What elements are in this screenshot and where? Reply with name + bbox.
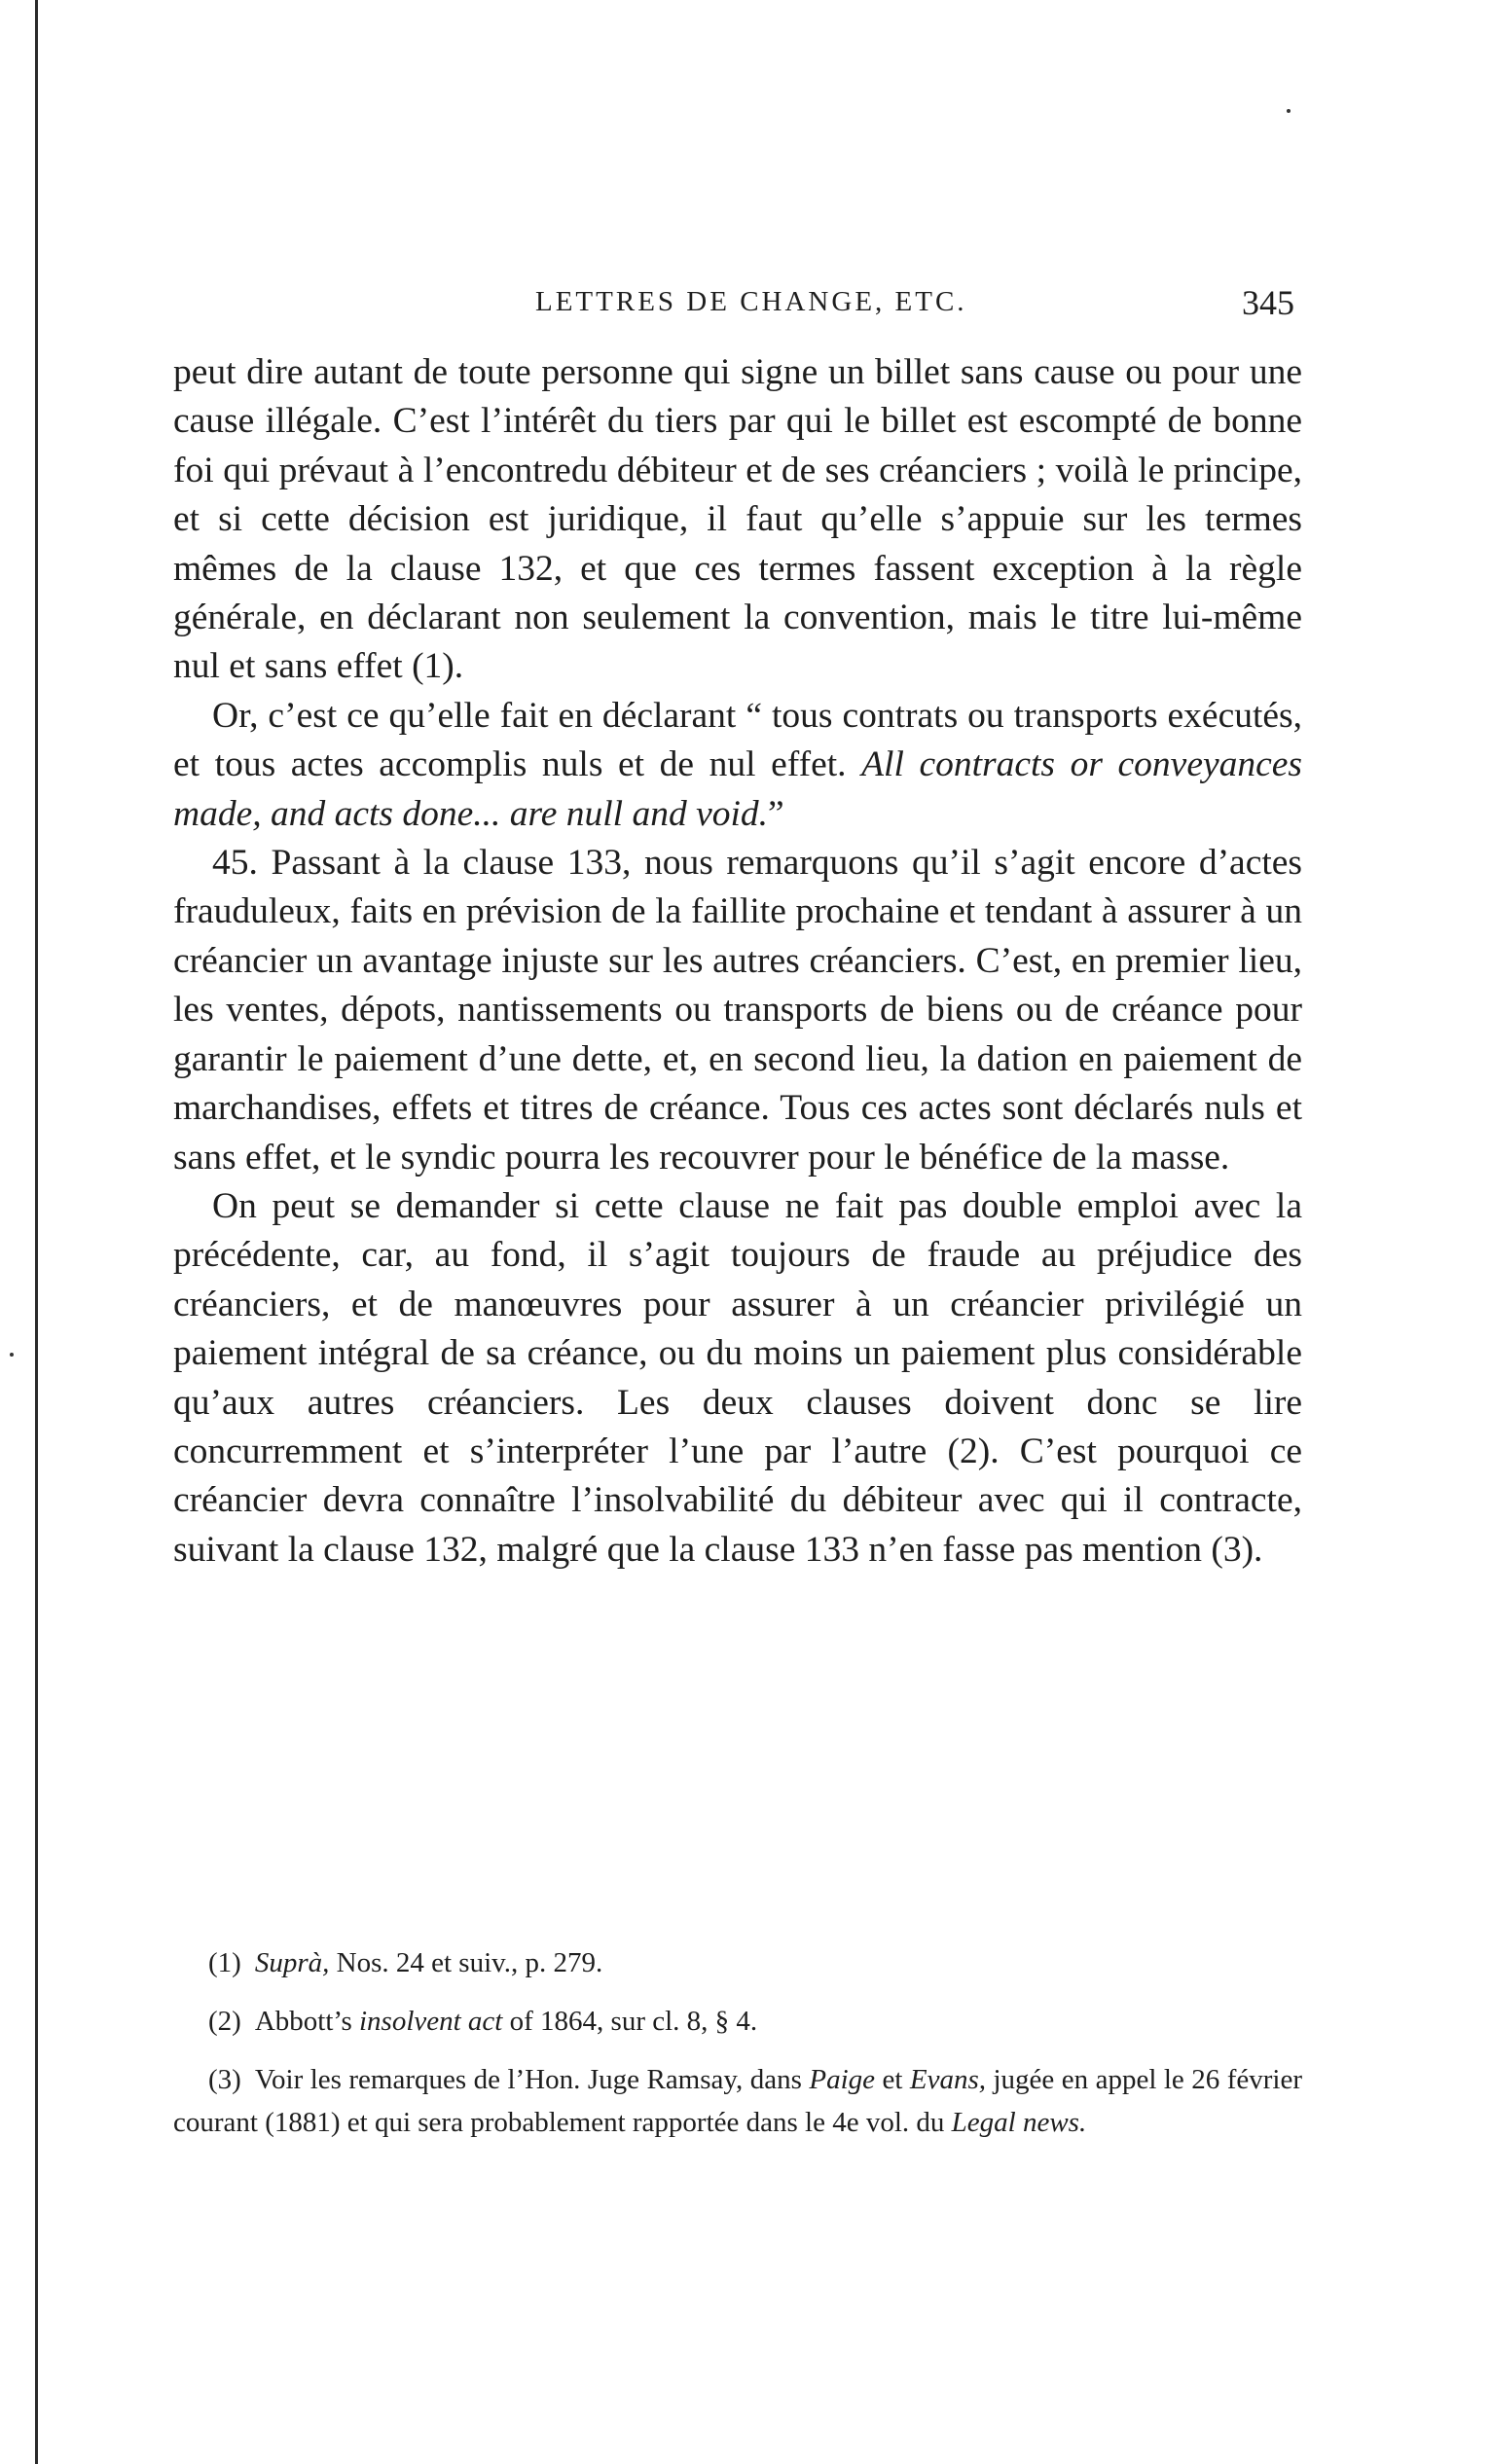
ink-speck [10, 1353, 14, 1357]
paragraph-text: peut dire autant de toute personne qui signe un billet sans cause ou pour une cause illégale. C’est l’intérêt du tiers par qui le billet est escompté de bonne foi qui prévaut à l’encontredu débiteur et de ses créanciers ; voilà le principe, et si cette décision est juridique, il faut qu’elle s’appuie sur les termes mêmes de la clause 132, et que ces termes fassent exception à la règle générale, en déclarant non seulement la convention, mais le titre lui-même nul et sans effet (1). [173, 352, 1302, 687]
paragraph-text: On peut se demander si cette clause ne fait pas double emploi avec la précédente, car, au fond, il s’agit toujours de fraude au préjudice des créanciers, et de manœuvres pour assurer à un créancier privilégié un paiement intégral de sa créance, ou du moins un paiement plus considérable qu’aux autres créanciers. Les deux clauses doivent donc se lire concurremment et s’interpréter l’une par l’autre (2). C’est pourquoi ce créancier devra connaître l’insolvabilité du débiteur avec qui il contracte, suivant la clause 132, malgré que la clause 133 n’en fasse pas mention (3). [173, 1185, 1302, 1570]
footnote-text: Voir les remarques de l’Hon. Juge Ramsay, dans [254, 2064, 802, 2095]
ink-speck [1287, 109, 1291, 113]
footnote-italic: Paige [809, 2064, 876, 2095]
footnote-ref: (3) [208, 2064, 241, 2095]
footnote-italic: Suprà, [254, 1947, 330, 1978]
footnote [173, 2000, 1302, 2043]
footnote-italic: Legal news. [951, 2107, 1087, 2138]
closing-quote: ” [768, 793, 784, 834]
footnote-ref: (1) [208, 1947, 241, 1978]
footnote-ref: (2) [208, 2006, 241, 2037]
footnote [173, 2058, 1302, 2144]
footnote-text: et [882, 2064, 903, 2095]
footnote-text: jugée en appel le 26 février courant (1881) et qui sera probablement rapportée dans le 4e vol. du [173, 2064, 1302, 2138]
paragraph [173, 348, 1302, 692]
paragraph-text: Or, c’est ce qu’elle fait en déclarant “ tous contrats ou transports exécutés, et tous actes accomplis nuls et de nul effet. [173, 695, 1302, 785]
body-text [173, 348, 1302, 1575]
footnotes [173, 1941, 1302, 2159]
footnote-italic: Evans, [909, 2064, 987, 2095]
english-quotation: All contracts or conveyances made, and acts done... are null and void. [173, 744, 1302, 834]
paragraph [173, 839, 1302, 1182]
footnote [173, 1941, 1302, 1984]
footnote-text: Nos. 24 et suiv., p. 279. [336, 1947, 603, 1978]
paragraph [173, 1182, 1302, 1575]
footnote-text: Abbott’s [254, 2006, 352, 2037]
footnote-text: of 1864, sur cl. 8, § 4. [509, 2006, 758, 2037]
paragraph-text: 45. Passant à la clause 133, nous remarquons qu’il s’agit encore d’actes frauduleux, faits en prévision de la faillite prochaine et tendant à assurer à un créancier un avantage injuste sur les autres créanciers. C’est, en premier lieu, les ventes, dépots, nantissements ou transports de biens ou de créance pour garantir le paiement d’une dette, et, en second lieu, la dation en paiement de marchandises, effets et titres de créance. Tous ces actes sont déclarés nuls et sans effet, et le syndic pourra les recouvrer pour le bénéfice de la masse. [173, 843, 1302, 1178]
paragraph [173, 692, 1302, 839]
running-header [173, 282, 1302, 331]
page-binding-edge [35, 0, 38, 2464]
page-number: 345 [1242, 283, 1294, 322]
footnote-italic: insolvent act [358, 2006, 503, 2037]
running-title: LETTRES DE CHANGE, ETC. [535, 286, 967, 317]
